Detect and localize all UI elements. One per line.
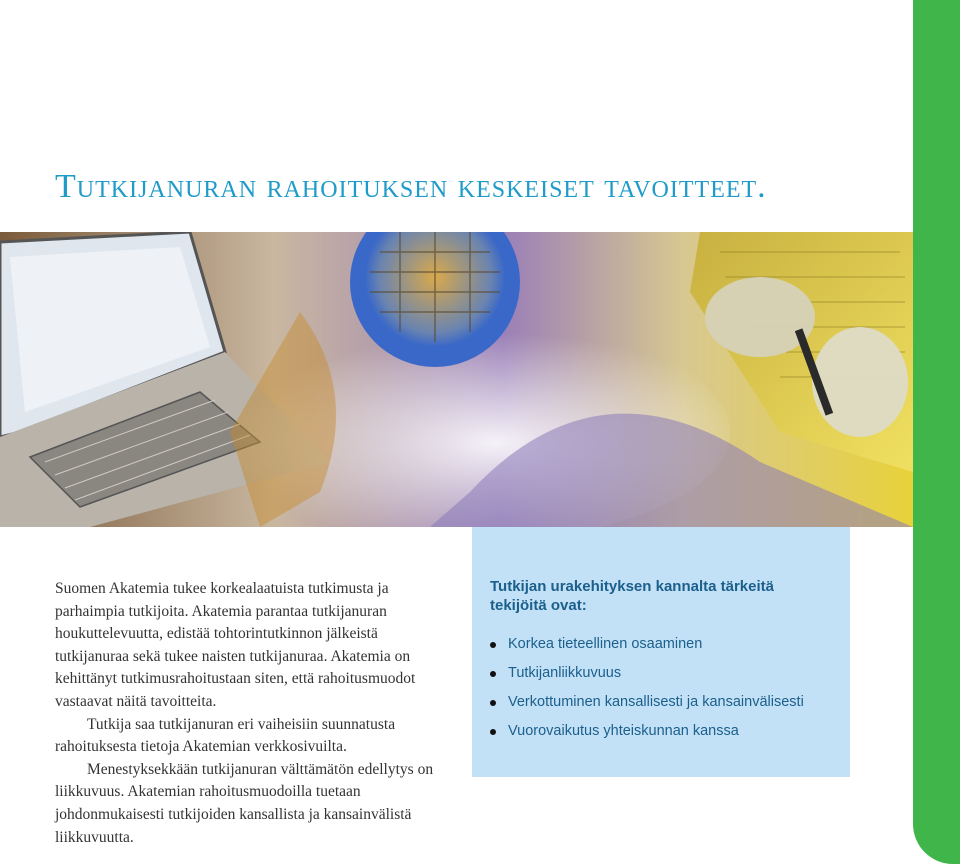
info-box [472, 527, 850, 777]
info-box-title: Tutkijan urakehityksen kannalta tärkeitä tekijöitä ovat: [490, 578, 774, 614]
body-paragraph-1: Suomen Akatemia tukee korkealaatuista tutkimusta ja parhaimpia tutkijoita. Akatemia parantaa tutkijanuran houkuttelevuutta, edistää tohtorintutkinnon jälkeistä tutkijanuraa sekä tukee naisten tutkijanuraa. Akatemia on kehittänyt tutkimusrahoitustaan siten, että rahoitusmuodot vastaavat näitä tavoitteita. [55, 580, 416, 710]
body-paragraph-2: Tutkija saa tutkijanuran eri vaiheisiin suunnatusta rahoituksesta tietoja Akatemian verkkosivuilta. [55, 715, 396, 756]
body-text [55, 578, 445, 849]
bullet-icon [490, 671, 496, 677]
page-title: Tutkijanuran rahoituksen keskeiset tavoitteet. [55, 168, 767, 205]
list-item: Korkea tieteellinen osaaminen [490, 630, 804, 659]
list-item: Vuorovaikutus yhteiskunnan kanssa [490, 717, 804, 746]
list-item: Verkottuminen kansallisesti ja kansainvälisesti [490, 688, 804, 717]
list-item: Tutkijanliikkuvuus [490, 659, 804, 688]
header-photo-collage [0, 232, 913, 527]
bullet-icon [490, 729, 496, 735]
bullet-icon [490, 700, 496, 706]
bullet-icon [490, 642, 496, 648]
info-box-list [490, 630, 804, 746]
body-paragraph-3: Menestyksekkään tutkijanuran välttämätön edellytys on liikkuvuus. Akatemian rahoitusmuodoilla tuetaan johdonmukaisesti tutkijoiden kansallista ja kansainvälistä liikkuvuutta. [55, 760, 434, 846]
green-side-bar [913, 0, 960, 864]
